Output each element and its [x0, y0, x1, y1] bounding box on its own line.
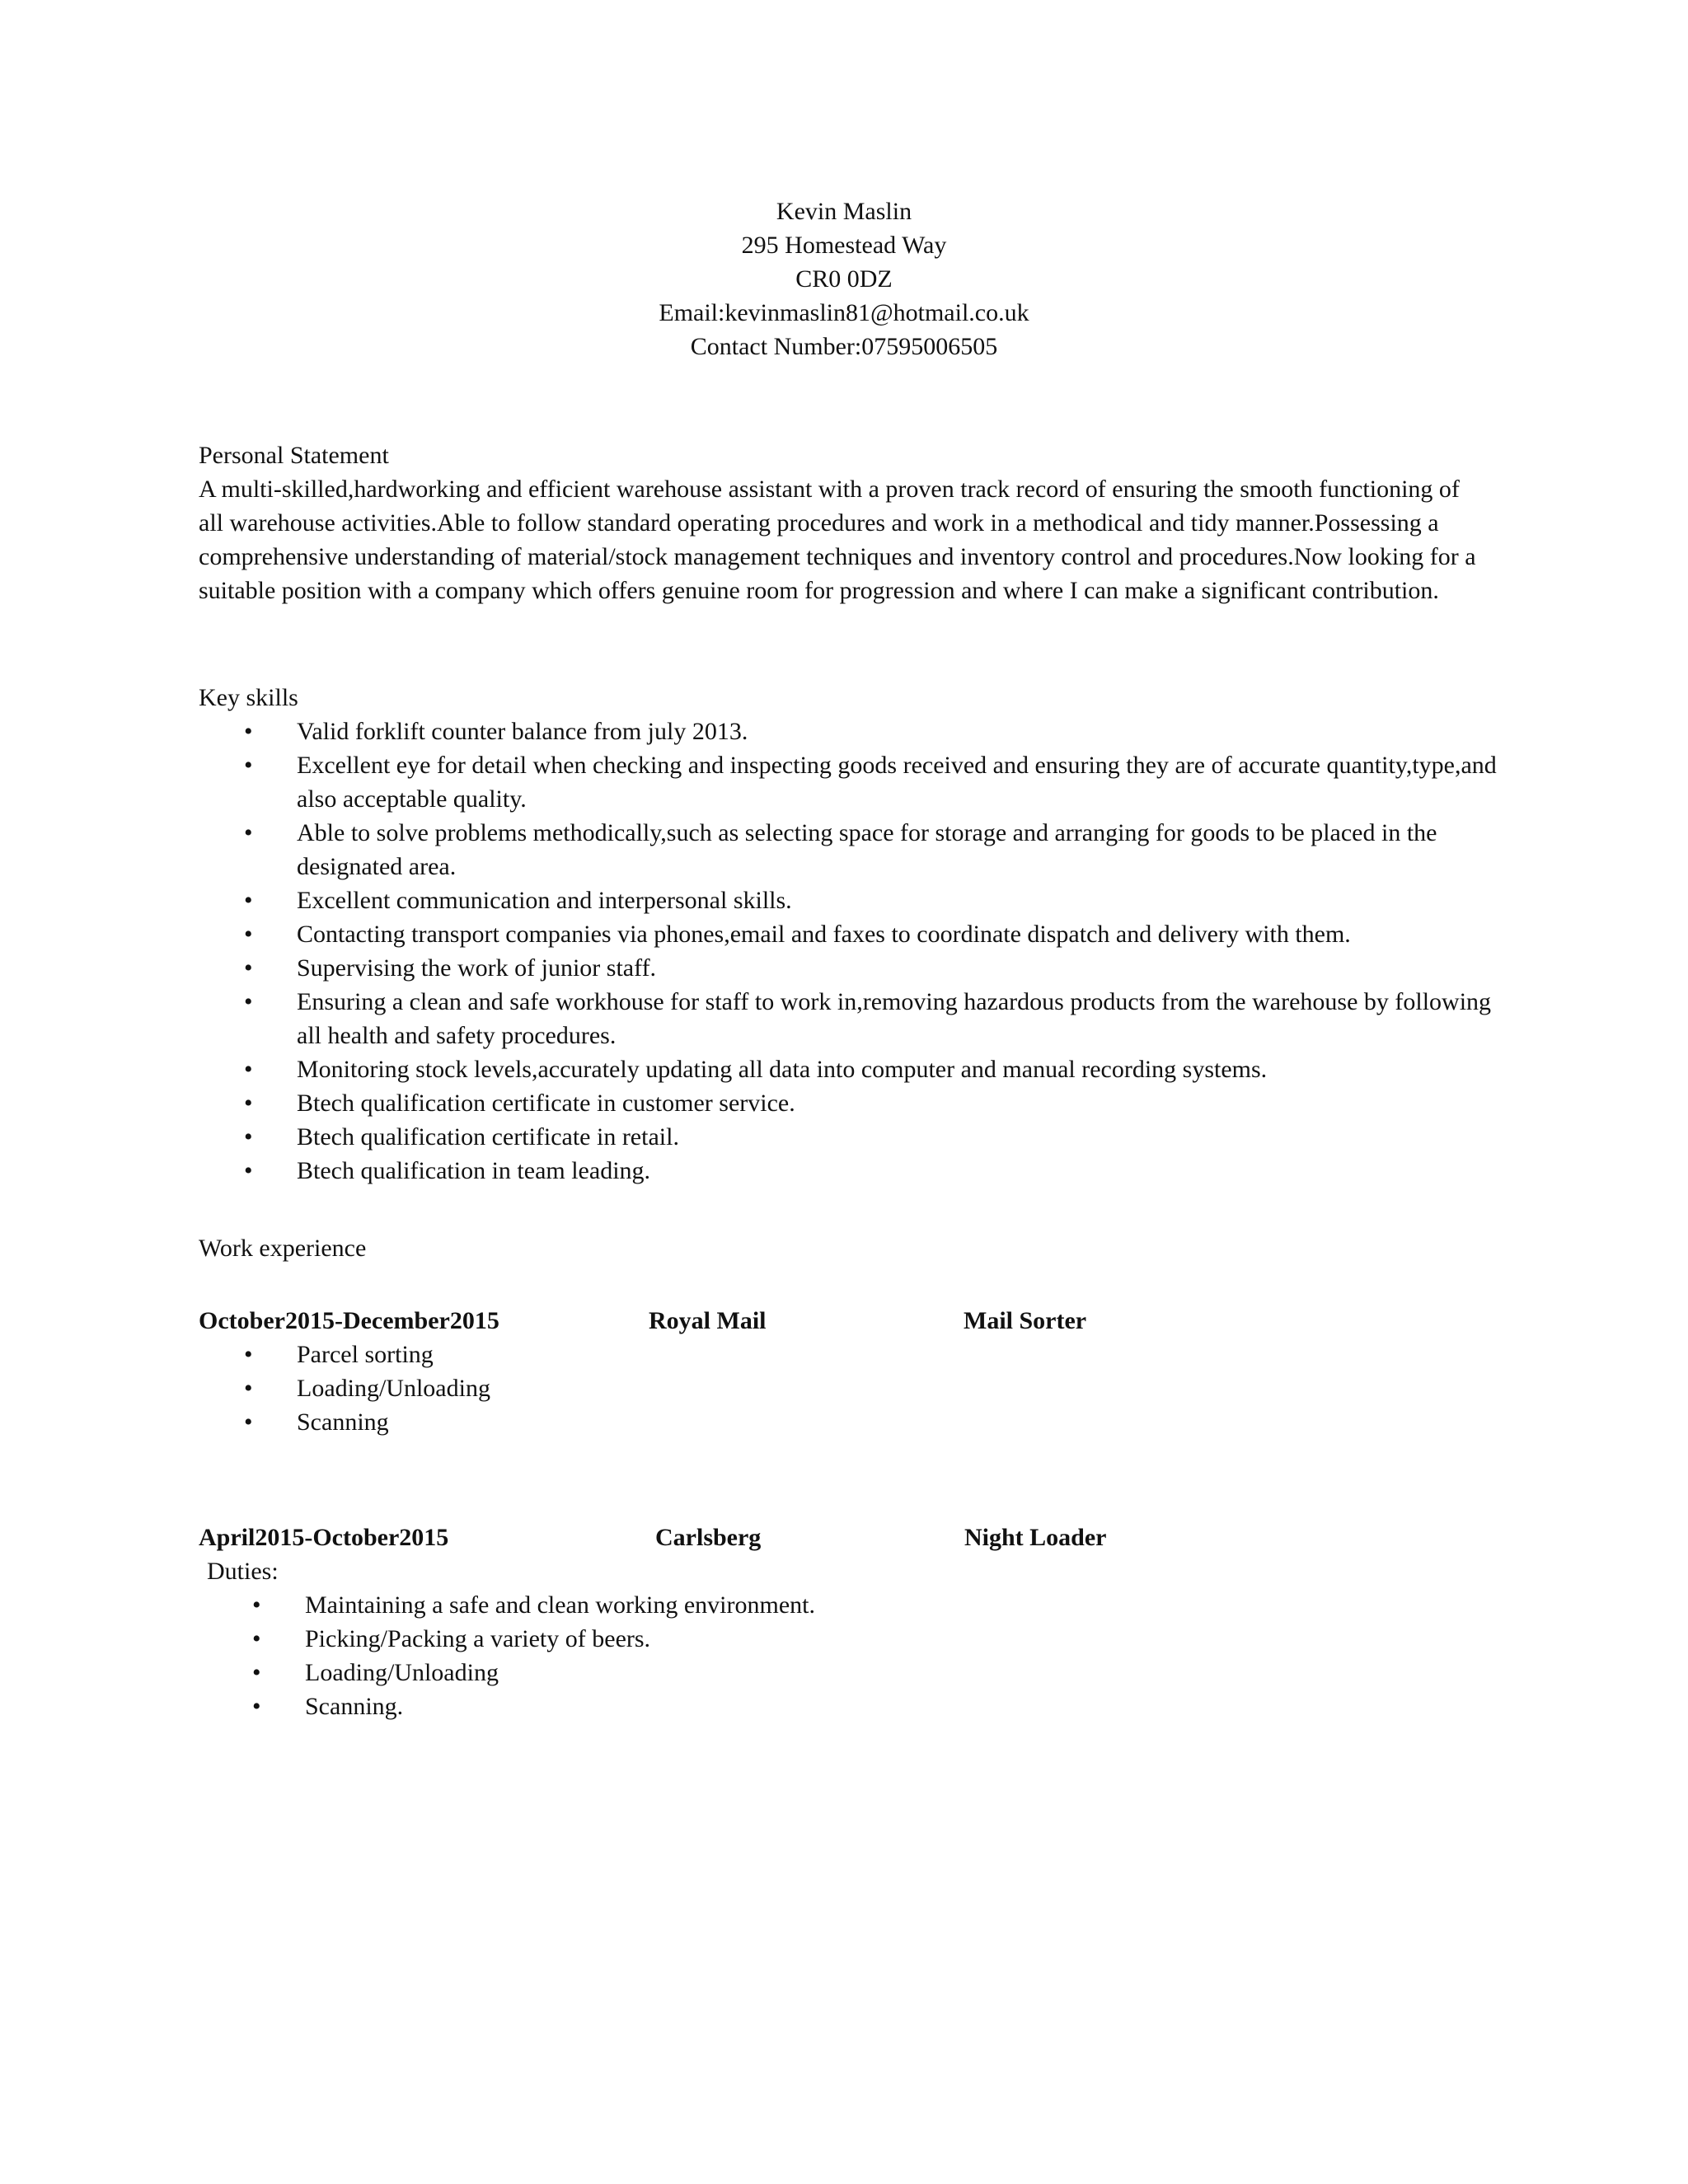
bullet-icon: • [244, 1090, 253, 1117]
list-item: • Monitoring stock levels,accurately updating all data into computer and manual recording systems. [199, 1052, 1501, 1086]
list-item: • Scanning. [207, 1690, 1501, 1723]
list-item: • Scanning [199, 1405, 1501, 1439]
email: Email:kevinmaslin81@hotmail.co.uk [659, 299, 1029, 326]
bullet-icon: • [252, 1625, 261, 1652]
contact-header [0, 194, 1688, 363]
bullet-icon: • [252, 1693, 261, 1720]
job-role: Mail Sorter [964, 1307, 1087, 1334]
postcode: CR0 0DZ [795, 265, 893, 293]
duties-label: Duties: [207, 1558, 279, 1585]
job-entry-royal-mail [199, 1304, 1501, 1439]
phone-number: Contact Number:07595006505 [690, 333, 998, 360]
job-duties-list [207, 1588, 1501, 1723]
key-skills-heading: Key skills [199, 684, 298, 711]
bullet-icon: • [244, 1056, 253, 1083]
bullet-icon: • [244, 921, 253, 948]
bullet-icon: • [244, 1375, 253, 1402]
bullet-icon: • [244, 988, 253, 1015]
list-item: • Picking/Packing a variety of beers. [207, 1622, 1501, 1656]
list-item: • Maintaining a safe and clean working environment. [207, 1588, 1501, 1622]
list-item: • Supervising the work of junior staff. [199, 951, 1501, 985]
bullet-icon: • [244, 954, 253, 982]
list-item: • Btech qualification certificate in customer service. [199, 1086, 1501, 1120]
list-item: • Excellent eye for detail when checking and inspecting goods received and ensuring they are of accurate quantity,type,and also acceptable quality. [199, 748, 1501, 816]
job-dates: April2015-October2015 [199, 1524, 449, 1551]
key-skills-section [199, 681, 1501, 1188]
job-company: Royal Mail [649, 1307, 767, 1334]
bullet-icon: • [244, 1157, 253, 1184]
work-experience-heading: Work experience [199, 1235, 367, 1262]
bullet-icon: • [244, 819, 253, 846]
job-duties-list [199, 1338, 1501, 1439]
job-header [199, 1521, 1501, 1554]
list-item: • Contacting transport companies via phones,email and faxes to coordinate dispatch and delivery with them. [199, 917, 1501, 951]
list-item: • Btech qualification certificate in retail. [199, 1120, 1501, 1154]
job-header [199, 1304, 1501, 1338]
list-item: • Btech qualification in team leading. [199, 1154, 1501, 1188]
list-item: • Loading/Unloading [207, 1656, 1501, 1690]
personal-statement-heading: Personal Statement [199, 442, 389, 469]
list-item: • Loading/Unloading [199, 1371, 1501, 1405]
job-company: Carlsberg [655, 1524, 762, 1551]
list-item: • Parcel sorting [199, 1338, 1501, 1371]
bullet-icon: • [244, 1123, 253, 1151]
bullet-icon: • [244, 718, 253, 745]
list-item: • Excellent communication and interpersonal skills. [199, 883, 1501, 917]
address-line: 295 Homestead Way [741, 232, 947, 259]
bullet-icon: • [252, 1591, 261, 1619]
bullet-icon: • [252, 1659, 261, 1686]
personal-statement-text: A multi-skilled,hardworking and efficient warehouse assistant with a proven track record of ensuring the smooth functioning of all warehouse activities.Able to follow standard operating procedures and work in a methodical and tidy manner.Possessing a comprehensive understanding of material/stock management techniques and inventory control and procedures.Now looking for a suitable position with a company which offers genuine room for progression and where I can make a significant contribution. [199, 476, 1476, 604]
list-item: • Able to solve problems methodically,such as selecting space for storage and arranging for goods to be placed in the designated area. [199, 816, 1501, 883]
personal-statement-section [199, 438, 1501, 607]
bullet-icon: • [244, 752, 253, 779]
job-role: Night Loader [964, 1524, 1107, 1551]
job-entry-carlsberg [199, 1521, 1501, 1723]
work-experience-section [199, 1231, 1501, 1265]
list-item: • Ensuring a clean and safe workhouse for staff to work in,removing hazardous products from the warehouse by following all health and safety procedures. [199, 985, 1501, 1052]
key-skills-list [199, 715, 1501, 1188]
job-dates: October2015-December2015 [199, 1307, 499, 1334]
candidate-name: Kevin Maslin [776, 198, 912, 225]
bullet-icon: • [244, 1341, 253, 1368]
bullet-icon: • [244, 1408, 253, 1436]
bullet-icon: • [244, 887, 253, 914]
list-item: • Valid forklift counter balance from july 2013. [199, 715, 1501, 748]
